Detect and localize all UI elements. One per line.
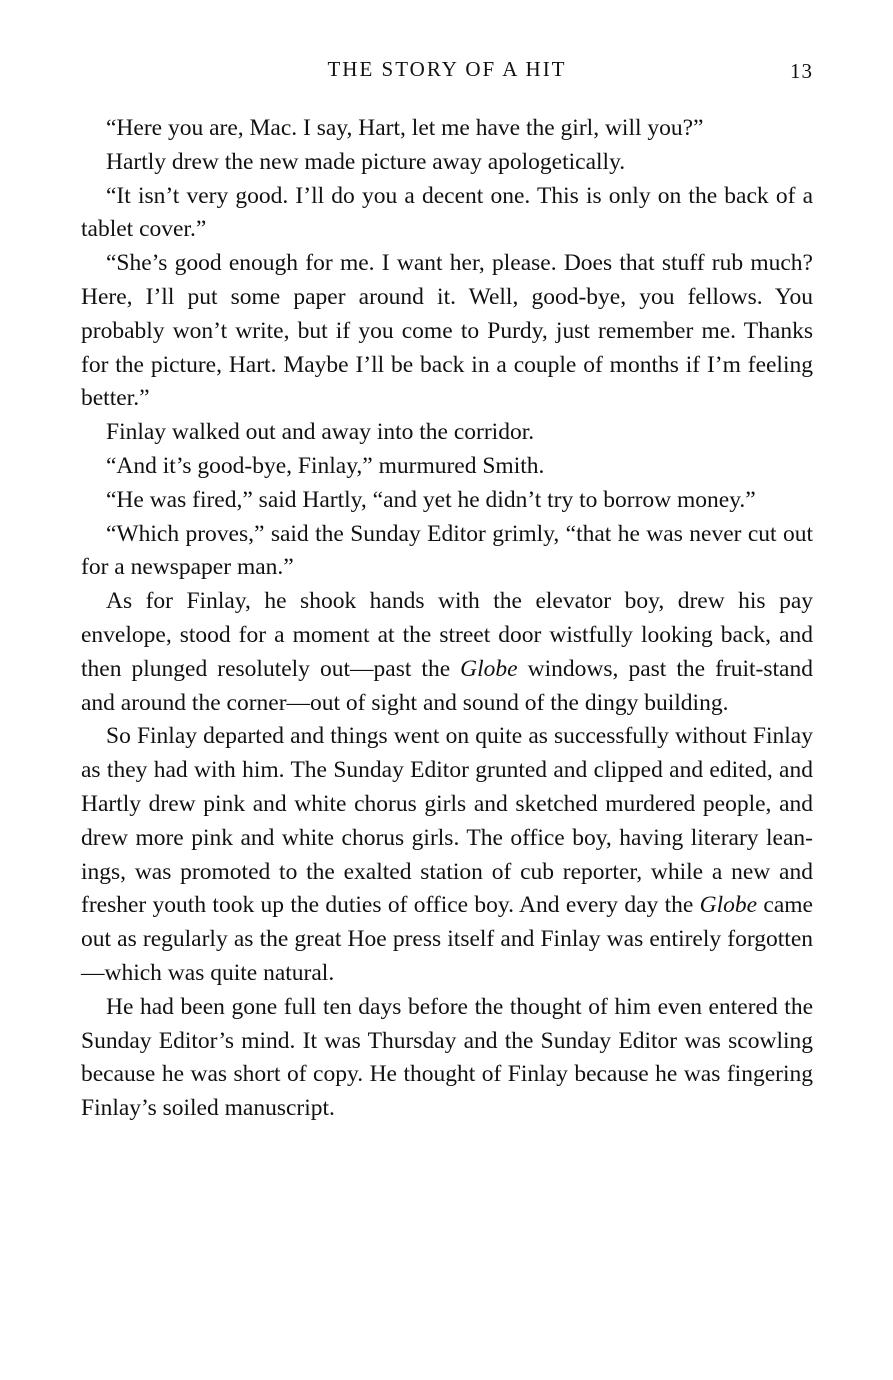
paragraph	[81, 585, 813, 720]
paragraph: Finlay walked out and away into the corridor.	[106, 419, 535, 446]
paragraph: “It isn’t very good. I’ll do you a decent one. This is only on the back of a tablet cover.”	[81, 182, 813, 243]
paragraph: “He was fired,” said Hartly, “and yet he didn’t try to borrow money.”	[106, 486, 756, 513]
paragraph: “Which proves,” said the Sunday Editor grimly, “that he was never cut out for a newspaper man.”	[81, 520, 813, 581]
newspaper-title: Globe	[460, 655, 518, 682]
paragraph-text: came out as regularly as the great Hoe press itself and Finlay was entirely forgotten—which was quite natural.	[81, 892, 813, 986]
paragraph	[81, 720, 813, 990]
paragraph: “She’s good enough for me. I want her, please. Does that stuff rub much? Here, I’ll put some paper around it. Well, good-bye, you fellows. You probably won’t write, but if you come to Purdy, just remember me. Thanks for the picture, Hart. Maybe I’ll be back in a couple of months if I’m feeling better.”	[81, 250, 813, 412]
paragraph: Hartly drew the new made picture away apologetically.	[106, 148, 626, 175]
body-text	[81, 112, 813, 1126]
paragraph-text: windows, past the fruit-stand and around the corner—out of sight and sound of the dingy building.	[81, 655, 813, 716]
paragraph: He had been gone full ten days before the thought of him even entered the Sunday Editor’s mind. It was Thursday and the Sunday Editor was scowling because he was short of copy. He thought of Finlay because he was fingering Finlay’s soiled manuscript.	[81, 993, 813, 1122]
paragraph: “Here you are, Mac. I say, Hart, let me have the girl, will you?”	[106, 115, 704, 141]
paragraph-text: As for Finlay, he shook hands with the elevator boy, drew his pay envelope, stood for a moment at the street door wistfully looking back, and then plunged resolutely out—past the	[81, 588, 813, 682]
paragraph: “And it’s good-bye, Finlay,” murmured Smith.	[106, 452, 545, 479]
page-number: 13	[790, 59, 813, 83]
paragraph-text: So Finlay departed and things went on quite as successfully without Finlay as they had with him. The Sunday Editor grunted and clipped and edited, and Hartly drew pink and white chorus girls and sketched murdered people, and drew more pink and white chorus girls. The office boy, having literary leanings, was promoted to the exalted station of cub reporter, while a new and fresher youth took up the duties of office boy. And every day the	[81, 723, 813, 919]
running-head	[81, 57, 813, 87]
newspaper-title: Globe	[699, 892, 758, 919]
running-title: THE STORY OF A HIT	[327, 57, 567, 81]
